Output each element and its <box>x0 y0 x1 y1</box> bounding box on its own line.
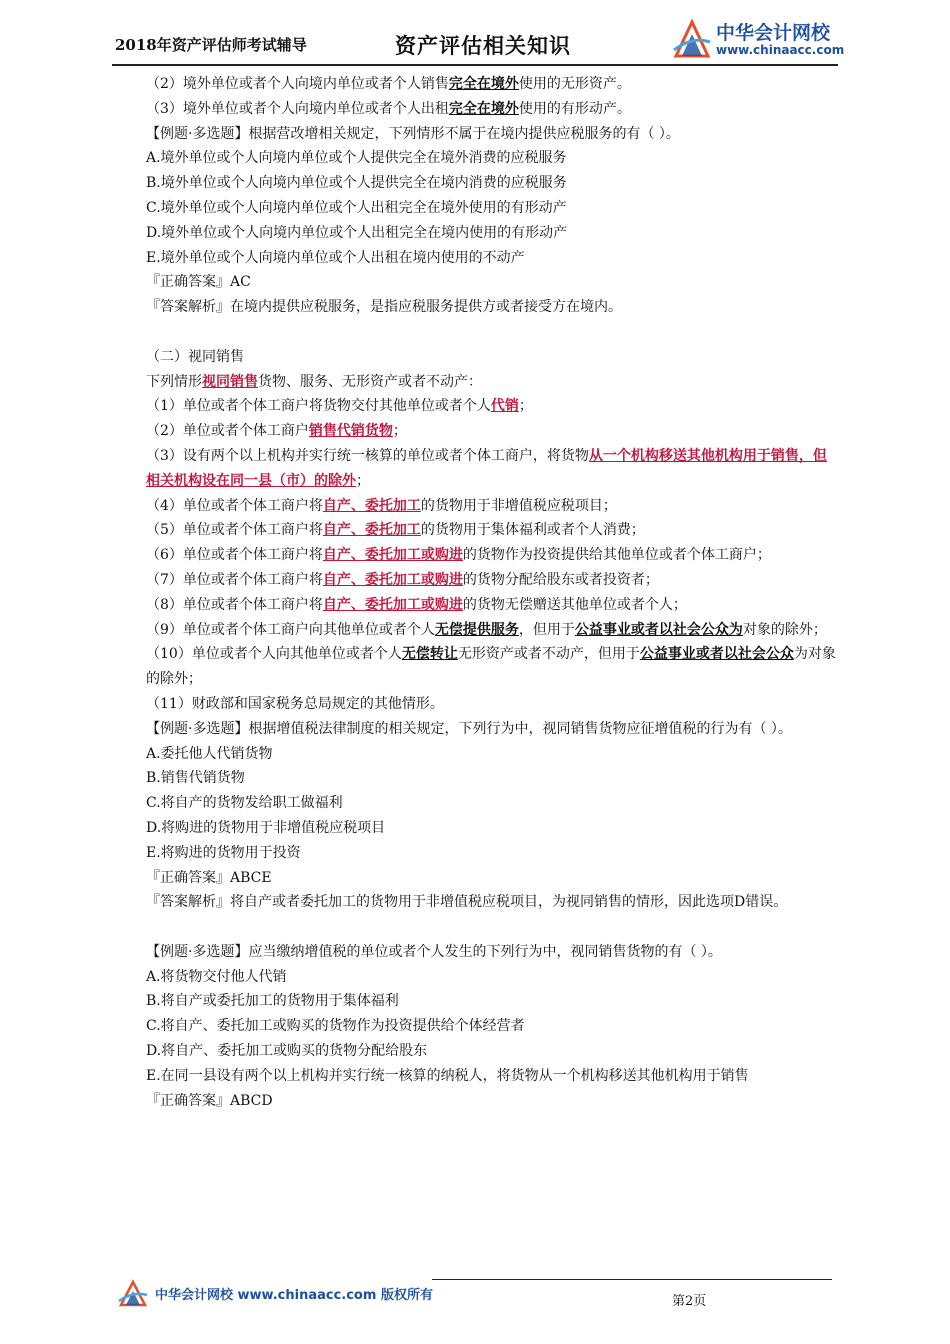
q1-answer: 『正确答案』AC <box>146 274 251 291</box>
page-number: 第2页 <box>672 1294 707 1309</box>
q3-answer: 『正确答案』ABCD <box>146 1092 273 1109</box>
logo-mark-icon <box>672 16 712 60</box>
item-2: （2）单位或者个体工商户销售代销货物； <box>146 423 407 440</box>
item-3: （3）设有两个以上机构并实行统一核算的单位或者个体工商户，将货物从一个机构移送其他机构用于销售，但相关机构设在同一县（市）的除外； <box>146 447 827 489</box>
header-logo[interactable] <box>672 14 847 62</box>
q3-option-b: B.将自产或委托加工的货物用于集体福利 <box>146 993 399 1010</box>
q2-option-a: A.委托他人代销货物 <box>146 745 273 762</box>
item-1: （1）单位或者个体工商户将货物交付其他单位或者个人代销； <box>146 398 533 415</box>
para-s1-item3: （3）境外单位或者个人向境内单位或者个人出租完全在境外使用的有形动产。 <box>146 100 631 117</box>
header-subject-title: 资产评估相关知识 <box>395 33 571 58</box>
item-7: （7）单位或者个体工商户将自产、委托加工或购进的货物分配给股东或者投资者； <box>146 571 659 588</box>
question-3: 【例题·多选题】应当缴纳增值税的单位或者个人发生的下列行为中，视同销售货物的有（ ）。 <box>146 943 722 960</box>
q2-explanation: 『答案解析』将自产或者委托加工的货物用于非增值税应税项目，为视同销售的情形，因此选项D错误。 <box>146 894 788 911</box>
q1-option-a: A.境外单位或个人向境内单位或个人提供完全在境外消费的应税服务 <box>146 150 567 167</box>
para-s1-item2: （2）境外单位或者个人向境内单位或者个人销售完全在境外使用的无形资产。 <box>146 76 631 92</box>
question-1: 【例题·多选题】根据营改增相关规定，下列情形不属于在境内提供应税服务的有（ ）。 <box>146 125 680 142</box>
q2-answer: 『正确答案』ABCE <box>146 869 272 886</box>
q2-option-e: E.将购进的货物用于投资 <box>146 844 301 861</box>
q3-option-d: D.将自产、委托加工或购买的货物分配给股东 <box>146 1043 428 1060</box>
q2-option-d: D.将购进的货物用于非增值税应税项目 <box>146 819 386 836</box>
q3-option-c: C.将自产、委托加工或购买的货物作为投资提供给个体经营者 <box>146 1018 525 1035</box>
q2-option-b: B.销售代销货物 <box>146 770 245 787</box>
item-8: （8）单位或者个体工商户将自产、委托加工或购进的货物无偿赠送其他单位或者个人； <box>146 596 687 613</box>
item-4: （4）单位或者个体工商户将自产、委托加工的货物用于非增值税应税项目； <box>146 497 617 514</box>
footer-divider <box>432 1279 832 1280</box>
q3-option-a: A.将货物交付他人代销 <box>146 968 287 985</box>
q1-option-b: B.境外单位或个人向境内单位或个人提供完全在境内消费的应税服务 <box>146 175 567 192</box>
q3-option-e: E.在同一县设有两个以上机构并实行统一核算的纳税人，将货物从一个机构移送其他机构用于销售 <box>146 1067 749 1084</box>
item-6: （6）单位或者个体工商户将自产、委托加工或购进的货物作为投资提供给其他单位或者个体工商户； <box>146 547 771 564</box>
item-9: （9）单位或者个体工商户向其他单位或者个人无偿提供服务，但用于公益事业或者以社会公众为对象的除外； <box>146 621 827 638</box>
item-10: （10）单位或者个人向其他单位或者个人无偿转让无形资产或者不动产，但用于公益事业或者以社会公众为对象的除外； <box>146 646 836 688</box>
page-header <box>0 0 950 70</box>
header-course-title: 2018年资产评估师考试辅导 <box>115 36 307 54</box>
q1-option-e: E.境外单位或个人向境内单位或个人出租在境内使用的不动产 <box>146 249 525 266</box>
logo-url: www.chinaacc.com <box>716 43 845 57</box>
footer-logo-icon <box>118 1278 148 1308</box>
header-divider <box>112 64 838 66</box>
item-5: （5）单位或者个体工商户将自产、委托加工的货物用于集体福利或者个人消费； <box>146 522 645 539</box>
q1-option-d: D.境外单位或个人向境内单位或个人出租完全在境内使用的有形动产 <box>146 224 568 241</box>
question-2: 【例题·多选题】根据增值税法律制度的相关规定，下列行为中，视同销售货物应征增值税的行为有（ ）。 <box>146 720 792 737</box>
document-body <box>116 72 838 1113</box>
item-11: （11）财政部和国家税务总局规定的其他情形。 <box>146 695 444 712</box>
q2-option-c: C.将自产的货物发给职工做福利 <box>146 795 343 812</box>
q1-explanation: 『答案解析』在境内提供应税服务，是指应税服务提供方或者接受方在境内。 <box>146 299 622 316</box>
footer-copyright[interactable]: 中华会计网校 www.chinaacc.com 版权所有 <box>155 1288 433 1303</box>
section-title: （二）视同销售 <box>146 348 244 365</box>
q1-option-c: C.境外单位或个人向境内单位或个人出租完全在境外使用的有形动产 <box>146 199 567 216</box>
logo-name: 中华会计网校 <box>716 22 831 44</box>
section-intro: 下列情形视同销售货物、服务、无形资产或者不动产： <box>146 373 482 390</box>
